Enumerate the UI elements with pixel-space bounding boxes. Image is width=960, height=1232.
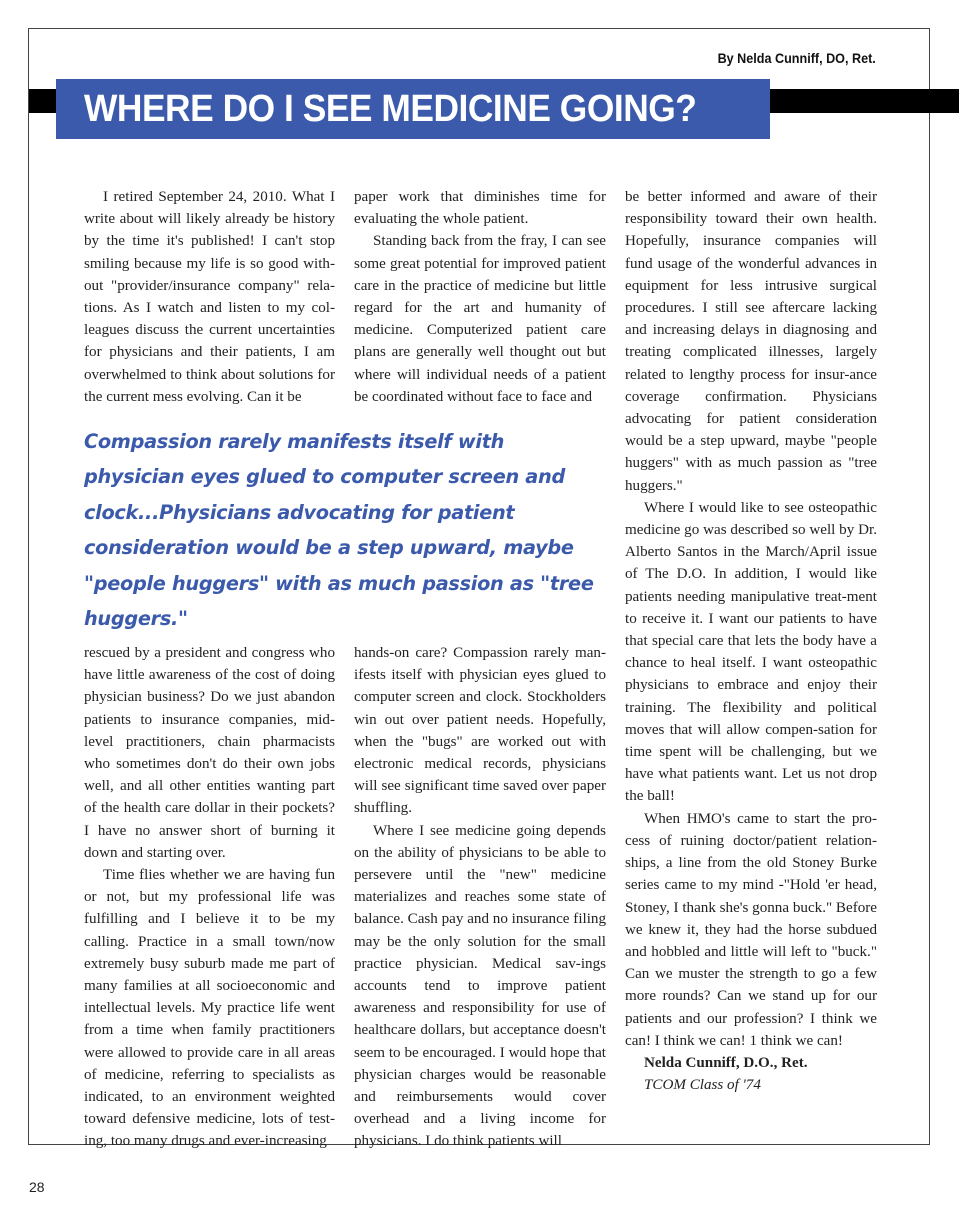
signature-class: TCOM Class of '74 (644, 1077, 761, 1094)
paragraph: paper work that diminishes time for evaluating the whole patient. (354, 189, 606, 228)
column-3 (625, 186, 877, 1096)
paragraph: rescued by a president and congress who have little awareness of the cost of doing physician business? Do we just abandon patients to insurance companies, mid-level practitioners, chain pharmacists who sometimes don't do their own jobs well, and all other entities wanting part of the health care dollar in their pockets? I have no answer short of burning it down and starting over. (84, 645, 335, 861)
column-1-top (84, 186, 335, 408)
paragraph: hands-on care? Compassion rarely man-ifests itself with physician eyes glued to computer screen and clock. Stockholders win out over patient needs. Hopefully, when the "bugs" are worked out with electronic medical records, physicians will see significant time saved over paper shuffling. (354, 645, 606, 817)
paragraph: be better informed and aware of their responsibility toward their own health. Hopefully, insurance companies will fund usage of the wonderful advances in equipment for less intrusive surgical procedures. I still see aftercare lacking and increasing delays in diagnosing and treating complicated illnesses, largely related to lengthy process for insur-ance coverage confirmation. Physicians advocating for patient consideration would be a step upward, maybe "people huggers" with as much passion as "tree huggers." (625, 189, 877, 494)
page-number: 28 (29, 1179, 45, 1195)
paragraph: Where I would like to see osteopathic medicine go was described so well by Dr. Alberto Santos in the March/April issue of The D.O. In addition, I would like patients needing manipulative treat-ment to receive it. I want our patients to have that special care that lets the body have a chance to heal itself. I want osteopathic physicians to embrace and enjoy their training. The flexibility and political moves that will allow compen-sation for time spent will be challenging, but we have what patients want. Let us not drop the ball! (625, 499, 877, 805)
article-title: WHERE DO I SEE MEDICINE GOING? (84, 88, 697, 130)
column-1-bottom (84, 642, 335, 1153)
paragraph: Standing back from the fray, I can see some great potential for improved patient care in the practice of medicine but little regard for the art and humanity of medicine. Computerized patient care plans are generally well thought out but where will individual needs of a patient be coordinated without face to face and (354, 233, 606, 405)
column-2-bottom (354, 642, 606, 1153)
pull-quote: Compassion rarely manifests itself with physician eyes glued to computer screen and clock...Physicians advocating for patient consideration would be a step upward, maybe "people huggers" with as much passion as "tree huggers." (84, 430, 594, 631)
author-byline: By Nelda Cunniff, DO, Ret. (717, 50, 876, 66)
paragraph: Time flies whether we are having fun or not, but my professional life was fulfilling and I believe it to be my calling. Practice in a small town/now extremely busy suburb made me part of many families at all socioeconomic and intellectual levels. My practice life went from a time when family practitioners were allowed to provide care in all areas of medicine, referring to specialists as indicated, to an environment weighted toward defensive medicine, lots of test-ing, too many drugs and ever-increasing (84, 867, 335, 1150)
paragraph: When HMO's came to start the pro-cess of ruining doctor/patient relation-ships, a line from the old Stoney Burke series came to my mind -"Hold 'er head, Stoney, I thank she's gonna buck." Before we knew it, they had the horse subdued and hobbled and little will left to "buck." Can we muster the strength to go a few more rounds? Can we stand up for our patients and our profession? I think we can! I think we can! 1 think we can! (625, 810, 877, 1049)
paragraph: Where I see medicine going depends on the ability of physicians to be able to persevere until the "new" medicine materializes and reaches some state of balance. Cash pay and no insurance filing may be the only solution for the small practice physician. Medical sav-ings accounts tend to improve patient awareness and responsibility for use of healthcare dollars, but acceptance doesn't seem to be encouraged. I would hope that physician charges would be reasonable and reimbursements would cover overhead and a living income for physicians. I do think patients will (354, 822, 606, 1150)
column-2-top (354, 186, 606, 408)
paragraph: I retired September 24, 2010. What I write about will likely already be history by the time it's published! I can't stop smiling because my life is so good with-out "provider/insurance company" rela-tions. As I watch and listen to my col-leagues discuss the current uncertainties for physicians and their patients, I am overwhelmed to think about solutions for the current mess evolving. Can it be (84, 189, 335, 405)
signature-name: Nelda Cunniff, D.O., Ret. (644, 1054, 808, 1071)
